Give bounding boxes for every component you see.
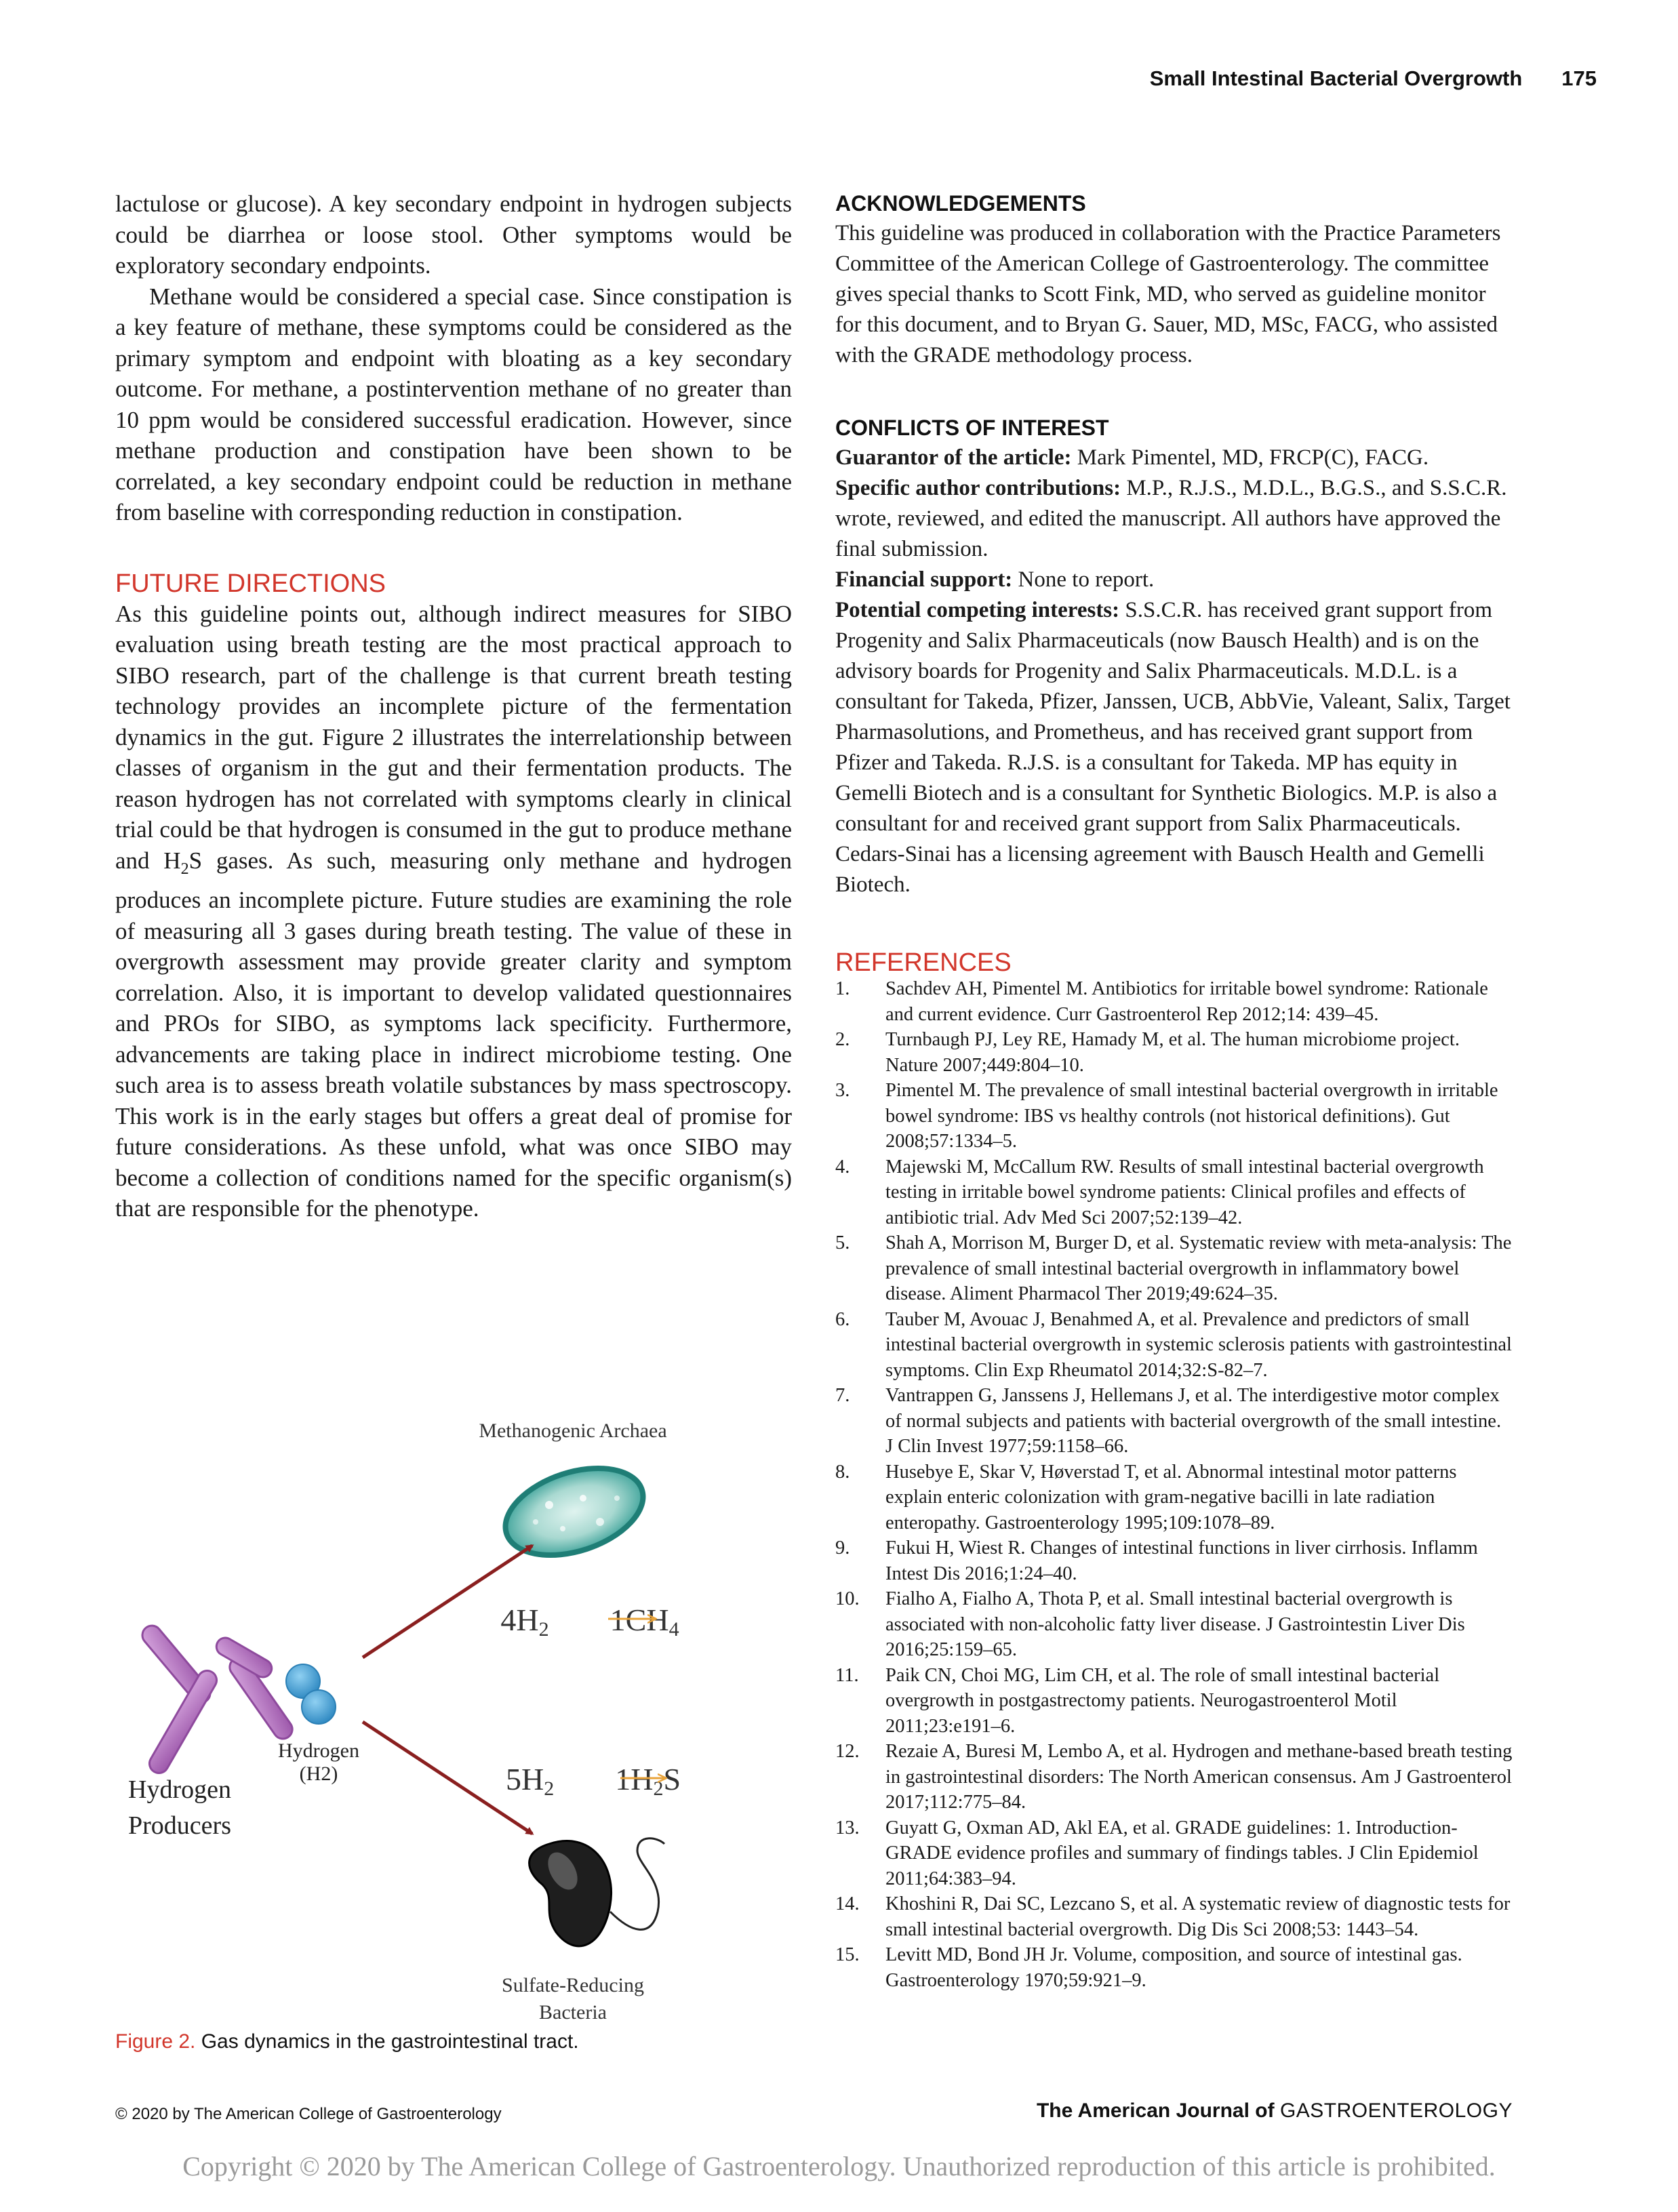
reference-item xyxy=(835,1230,1513,1307)
reference-text: Majewski M, McCallum RW. Results of small intestinal bacterial overgrowth testing in irritable bowel syndrome patients: Clinical profiles and effects of antibiotic trial. Adv Med Sci 2007;52:139–42. xyxy=(885,1156,1484,1228)
conflicts-heading: CONFLICTS OF INTEREST xyxy=(835,416,1109,440)
reference-item xyxy=(835,1663,1513,1740)
page-number: 175 xyxy=(1561,66,1597,90)
producers-label-1: Hydrogen xyxy=(128,1775,231,1804)
reference-item xyxy=(835,1891,1513,1942)
arrow-to-methanogens xyxy=(363,1546,532,1657)
sulfate-label-1: Sulfate-Reducing xyxy=(502,1974,644,1996)
financial-text: None to report. xyxy=(1012,567,1155,592)
reference-text: Shah A, Morrison M, Burger D, et al. Systematic review with meta-analysis: The prevalence of small intestinal bacterial overgrowth in inflammatory bowel disease. Aliment Pharmacol Ther 2019;49:624–35. xyxy=(885,1232,1512,1304)
reference-item xyxy=(835,1027,1513,1078)
future-directions-heading: FUTURE DIRECTIONS xyxy=(115,569,386,598)
eq1-right-sub: 4 xyxy=(668,1618,679,1641)
reference-item xyxy=(835,1815,1513,1892)
reference-text: Turnbaugh PJ, Ley RE, Hamady M, et al. The human microbiome project. Nature 2007;449:804–10. xyxy=(885,1029,1460,1076)
reference-number: 2. xyxy=(835,1029,850,1050)
reference-number: 7. xyxy=(835,1385,850,1406)
reference-text: Khoshini R, Dai SC, Lezcano S, et al. A systematic review of diagnostic tests for small intestinal bacterial overgrowth. Dig Dis Sci 2008;53: 1443–54. xyxy=(885,1893,1511,1940)
methanogenic-label: Methanogenic Archaea xyxy=(479,1420,667,1442)
reference-number: 15. xyxy=(835,1944,860,1965)
future-text-a: As this guideline points out, although indirect measures for SIBO evaluation using breath testing are the most practical approach to SIBO research, part of the challenge is that current breath testing technology provides an incomplete picture of the fermentation dynamics in the gut. Figure 2 illustrates the interrelationship between classes of organism in the gut and their fermentation products. The reason hydrogen has not correlated with symptoms clearly in clinical trial could be that hydrogen is consumed in the gut to produce methane and H xyxy=(115,600,792,874)
reference-text: Vantrappen G, Janssens J, Hellemans J, et al. The interdigestive motor complex of normal subjects and patients with bacterial overgrowth of the small intestine. J Clin Invest 1977;59:1158–66. xyxy=(885,1385,1502,1457)
reference-number: 6. xyxy=(835,1308,850,1330)
acknowledgements-heading: ACKNOWLEDGEMENTS xyxy=(835,191,1086,216)
reference-number: 14. xyxy=(835,1893,860,1914)
guarantor-label: Guarantor of the article: xyxy=(835,445,1072,470)
financial-label: Financial support: xyxy=(835,567,1013,592)
future-text-b: S gases. As such, measuring only methane and hydrogen produces an incomplete picture. Future studies are examining the role of measuring all 3 gases during breath testing. The value of these in overgrowth assessment may provide greater clarity and symptom correlation. Also, it is important to develop validated questionnaires and PROs for SIBO, as symptoms lack specificity. Furthermore, advancements are taking place in indirect microbiome testing. One such area is to assess breath volatile substances by mass spectroscopy. This work is in the early stages but offers a great deal of promise for future considerations. As these unfold, what was once SIBO may become a collection of conditions named for the specific organism(s) that are responsible for the phenotype. xyxy=(115,847,792,1222)
future-directions-paragraph xyxy=(115,599,792,1224)
contributions-line xyxy=(835,473,1513,565)
hydrogen-producers-icon xyxy=(138,1622,296,1776)
gas-dynamics-diagram xyxy=(115,1396,793,2027)
sulfate-reducing-bacteria-icon xyxy=(530,1838,664,1946)
reference-number: 5. xyxy=(835,1232,850,1253)
left-column xyxy=(115,188,792,1224)
hydrogen-label-2: (H2) xyxy=(299,1763,338,1785)
reference-number: 12. xyxy=(835,1741,860,1762)
sulfate-label-2: Bacteria xyxy=(539,2001,607,2024)
eq2-right: 1H xyxy=(615,1762,654,1796)
body-paragraph-1: lactulose or glucose). A key secondary endpoint in hydrogen subjects could be diarrhea or loose stool. Other symptoms would be exploratory secondary endpoints. xyxy=(115,190,792,279)
reference-text: Fialho A, Fialho A, Thota P, et al. Small intestinal bacterial overgrowth is associated with non-alcoholic fatty liver disease. J Gastrointestin Liver Dis 2016;25:159–65. xyxy=(885,1588,1465,1660)
reference-item xyxy=(835,1942,1513,1993)
reference-text: Sachdev AH, Pimentel M. Antibiotics for irritable bowel syndrome: Rationale and current evidence. Curr Gastroenterol Rep 2012;14: 439–45. xyxy=(885,978,1488,1025)
reference-item xyxy=(835,1739,1513,1815)
guarantor-line xyxy=(835,443,1513,473)
producers-label-2: Producers xyxy=(128,1811,231,1840)
reference-number: 4. xyxy=(835,1156,850,1178)
competing-line xyxy=(835,595,1513,900)
competing-label: Potential competing interests: xyxy=(835,598,1120,622)
reference-item xyxy=(835,1460,1513,1536)
contrib-label: Specific author contributions: xyxy=(835,476,1121,500)
reference-text: Guyatt G, Oxman AD, Akl EA, et al. GRADE guidelines: 1. Introduction-GRADE evidence profiles and summary of findings tables. J Clin Epidemiol 2011;64:383–94. xyxy=(885,1817,1479,1889)
financial-line xyxy=(835,565,1513,595)
reference-number: 13. xyxy=(835,1817,860,1838)
reference-item xyxy=(835,1586,1513,1663)
running-head xyxy=(949,66,1597,91)
eq2-left: 5H xyxy=(505,1762,544,1796)
reference-number: 10. xyxy=(835,1588,860,1609)
hydrogen-label-1: Hydrogen xyxy=(278,1740,359,1762)
reference-number: 1. xyxy=(835,978,850,999)
references-heading: REFERENCES xyxy=(835,948,1012,977)
figure-caption-text: Gas dynamics in the gastrointestinal tract. xyxy=(195,2030,579,2053)
reference-item xyxy=(835,1154,1513,1231)
right-column xyxy=(835,188,1513,1993)
eq1-left-sub: 2 xyxy=(538,1618,549,1641)
reference-text: Rezaie A, Buresi M, Lembo A, et al. Hydrogen and methane-based breath testing in gastrointestinal disorders: The North American consensus. Am J Gastroenterol 2017;112:775–84. xyxy=(885,1741,1513,1813)
reference-item xyxy=(835,1307,1513,1384)
reference-item xyxy=(835,976,1513,1027)
eq1-right: 1CH xyxy=(610,1603,669,1637)
reference-text: Tauber M, Avouac J, Benahmed A, et al. Prevalence and predictors of small intestinal bacterial overgrowth in systemic sclerosis patients with gastrointestinal symptoms. Clin Exp Rheumatol 2014;32:S-82–7. xyxy=(885,1308,1512,1381)
figure-2 xyxy=(115,1396,793,2061)
figure-caption-label: Figure 2. xyxy=(115,2030,196,2053)
reference-item xyxy=(835,1078,1513,1154)
eq2-right-tail: S xyxy=(663,1762,681,1796)
copyright-banner: Copyright © 2020 by The American College of Gastroenterology. Unauthorized reproduction of this article is prohibited. xyxy=(182,2151,1496,2181)
body-paragraph-methane: Methane would be considered a special case. Since constipation is a key feature of methane, these symptoms could be considered as the primary symptom and endpoint with bloating as a key secondary outcome. For methane, a postintervention methane of no greater than 10 ppm would be considered successful eradication. However, since methane production and constipation have been shown to be correlated, a key secondary endpoint could be reduction in methane from baseline with corresponding reduction in constipation. xyxy=(115,283,792,525)
reference-number: 3. xyxy=(835,1080,850,1101)
competing-text: S.S.C.R. has received grant support from Progenity and Salix Pharmaceuticals (now Bausch Health) and is on the advisory boards for Progenity and Salix Pharmaceuticals. M.D.L. is a consultant for Takeda, Pfizer, Janssen, UCB, AbbVie, Valeant, Salix, Target Pharmasolutions, and Prometheus, and has received grant support from Pfizer and Takeda. R.J.S. is a consultant for Takeda. MP has equity in Gemelli Biotech and is a consultant for Synthetic Biologics. M.P. is also a consultant for and received grant support from Salix Pharmaceuticals. Cedars-Sinai has a licensing agreement with Bausch Health and Gemelli Biotech. xyxy=(835,598,1511,897)
reference-number: 9. xyxy=(835,1537,850,1559)
journal-name: GASTROENTEROLOGY xyxy=(1279,2099,1513,2122)
future-sub: 2 xyxy=(180,860,189,878)
footer-copyright: © 2020 by The American College of Gastroenterology xyxy=(115,2105,502,2123)
hydrogen-molecule-icon xyxy=(286,1664,336,1724)
running-head-title: Small Intestinal Bacterial Overgrowth xyxy=(1149,66,1523,90)
reference-number: 8. xyxy=(835,1461,850,1483)
references-list xyxy=(835,976,1513,1993)
eq1-left: 4H xyxy=(500,1603,539,1637)
reference-number: 11. xyxy=(835,1664,859,1686)
eq2-left-sub: 2 xyxy=(544,1777,555,1800)
footer-journal xyxy=(1037,2099,1513,2123)
eq2-right-sub: 2 xyxy=(653,1777,664,1800)
reference-item xyxy=(835,1383,1513,1460)
equation-hydrogen-sulfide xyxy=(506,1762,681,1800)
acknowledgements-text: This guideline was produced in collaboration with the Practice Parameters Committee of the American College of Gastroenterology. The committee gives special thanks to Scott Fink, MD, who served as guideline monitor for this document, and to Bryan G. Sauer, MD, MSc, FACG, who assisted with the GRADE methodology process. xyxy=(835,221,1501,367)
reference-item xyxy=(835,1535,1513,1586)
equation-methane xyxy=(500,1603,679,1641)
figure-caption xyxy=(115,2030,579,2053)
reference-text: Fukui H, Wiest R. Changes of intestinal functions in liver cirrhosis. Inflamm Intest Dis 2016;1:24–40. xyxy=(885,1537,1478,1584)
reference-text: Pimentel M. The prevalence of small intestinal bacterial overgrowth in irritable bowel syndrome: IBS vs healthy controls (not historical definitions). Gut 2008;57:1334–5. xyxy=(885,1080,1498,1152)
guarantor-text: Mark Pimentel, MD, FRCP(C), FACG. xyxy=(1071,445,1429,470)
reference-text: Paik CN, Choi MG, Lim CH, et al. The role of small intestinal bacterial overgrowth in postgastrectomy patients. Neurogastroenterol Motil 2011;23:e191–6. xyxy=(885,1664,1440,1737)
journal-prefix: The American Journal of xyxy=(1036,2099,1280,2122)
reference-text: Husebye E, Skar V, Høverstad T, et al. Abnormal intestinal motor patterns explain enteric colonization with gram-negative bacilli in late radiation enteropathy. Gastroenterology 1995;109:1078–89. xyxy=(885,1461,1457,1533)
contrib-text: M.P., R.J.S., M.D.L., B.G.S., and S.S.C.R. wrote, reviewed, and edited the manuscript. All authors have approved the final submission. xyxy=(835,476,1507,561)
reference-text: Levitt MD, Bond JH Jr. Volume, composition, and source of intestinal gas. Gastroenterology 1970;59:921–9. xyxy=(885,1944,1462,1991)
